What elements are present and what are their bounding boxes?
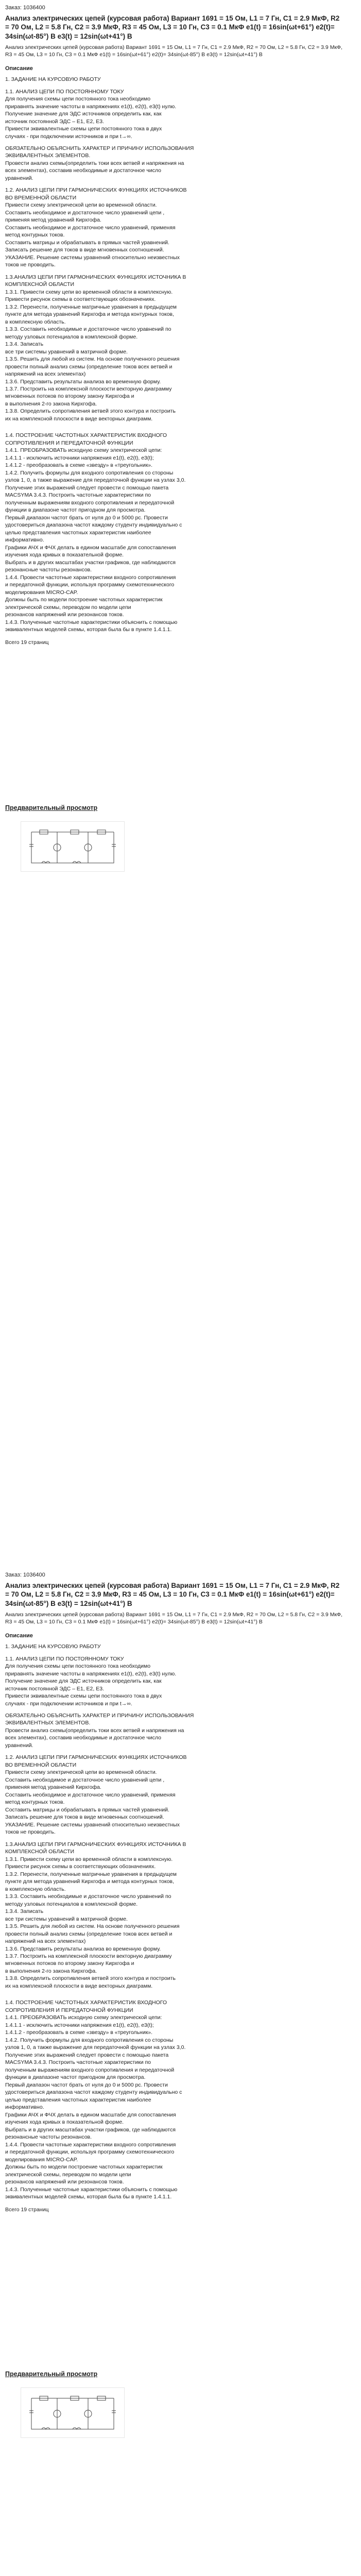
description-line: Привести эквивалентные схемы цепи постоянного тока в двух xyxy=(5,1693,162,1700)
description-line: 1. ЗАДАНИЕ НА КУРСОВУЮ РАБОТУ xyxy=(5,1643,101,1650)
description-line: 1.3.4. Записать xyxy=(5,341,44,348)
order-summary: Анализ электрических цепей (курсовая работа) Вариант 1691 = 15 Ом, L1 = 7 Гн, C1 = 2.9 МкФ, R2 = 70 Ом, L2 = 5.8 Гн, C2 = 3.9 МкФ, R3 = 45 Ом, L3 = 10 Гн, C3 = 0.1 МкФ e1(t) = 16sin(ωt+61°) e2(t)= 34sin(ωt-85°) B e3(t) = 12sin(ωt+41°) B xyxy=(5,1611,342,1625)
description-line: резонансов напряжений или резонансов токов. xyxy=(5,612,124,618)
description-line xyxy=(5,1836,345,1841)
order-card xyxy=(5,4,345,646)
description-line: Привести схему электрической цепи во временной области. xyxy=(5,1769,157,1776)
description-line: Должны быть по модели построение частотных характеристик xyxy=(5,597,163,603)
description-line: 1.4.1.2 - преобразовать в схеме «звезду» в «треугольник». xyxy=(5,2029,153,2036)
description-line: функции в диапазоне частот пригодном для просмотра. xyxy=(5,507,146,514)
description-line: Получение значение для ЭДС источников определить как, как xyxy=(5,1678,162,1685)
description-line: УКАЗАНИЕ. Решение системы уравнений относительно неизвестных xyxy=(5,1821,180,1828)
description-line: Первый диапазон частот брать от нуля до 0 и 5000 рс. Провести xyxy=(5,514,168,521)
description-line: источник постоянной ЭДС – E1, E2, E3. xyxy=(5,118,104,125)
description-line: информативно. xyxy=(5,2104,44,2111)
description-line: 1.4.4. Провести частотные характеристики входного сопротивления xyxy=(5,574,176,581)
description-line: КОМПЛЕКСНОЙ ОБЛАСТИ xyxy=(5,1849,75,1855)
description-line: 1. ЗАДАНИЕ НА КУРСОВУЮ РАБОТУ xyxy=(5,76,101,83)
description-line xyxy=(5,1994,345,1999)
order-number: Заказ: 1036400 xyxy=(5,1572,45,1578)
description-line xyxy=(5,1651,345,1655)
description-line: 1.3.1. Привести схему цепи во временной области в комплексную. xyxy=(5,289,173,295)
description-line: в комплексную область. xyxy=(5,1886,66,1892)
description-line: метод контурных токов. xyxy=(5,232,65,239)
description-line: случаях - при подключении источников и при t→∞. xyxy=(5,1700,132,1707)
description-line: в комплексную область. xyxy=(5,318,66,325)
order-number: Заказ: 1036400 xyxy=(5,5,45,11)
description-line: применяя метод уравнений Кирхгофа. xyxy=(5,217,101,224)
description-line: резонансов напряжений или резонансов токов. xyxy=(5,2179,124,2185)
description-line: 1.4.1. ПРЕОБРАЗОВАТЬ исходную схему электрической цепи: xyxy=(5,447,162,454)
description-line: Составить необходимое и достаточное число уравнений цепи , xyxy=(5,1776,165,1783)
description-line: пункте для метода уравнений Кирхгофа и метода контурных токов, xyxy=(5,311,174,318)
description-line: электрической схемы, переводом по модели цепи xyxy=(5,604,131,611)
description-line: 1.1. АНАЛИЗ ЦЕПИ ПО ПОСТОЯННОМУ ТОКУ xyxy=(5,88,124,95)
description-line: Записать решение для токов в виде мгновенных соотношений. xyxy=(5,1814,164,1821)
description-line xyxy=(5,1707,345,1712)
description-line: информативно. xyxy=(5,537,44,544)
description-line: напряжений на всех элементах) xyxy=(5,371,86,378)
description-line: ОБЯЗАТЕЛЬНО ОБЪЯСНИТЬ ХАРАКТЕР И ПРИЧИНУ ИСПОЛЬЗОВАНИЯ xyxy=(5,1712,194,1719)
description-line: всех элементах), составив необходимые и достаточное число xyxy=(5,1735,162,1741)
description-line xyxy=(5,269,345,274)
description-line: пункте для метода уравнений Кирхгофа и метода контурных токов, xyxy=(5,1878,174,1885)
description-line: 1.3.5. Решить для любой из систем. На основе полученного решения xyxy=(5,1923,180,1930)
description-line: провести полный анализ схемы (определение токов всех ветвей и xyxy=(5,1930,173,1937)
description-line: Выбрать и в других масштабах участки графиков, где наблюдаются xyxy=(5,559,176,566)
preview-heading: Предварительный просмотр xyxy=(5,2370,98,2378)
description-line: удостовериться диапазона частот каждому студенту индивидуально с xyxy=(5,522,182,529)
description-line: MACSYMA 3.4.3. Построить частотные характеристики по xyxy=(5,492,151,499)
description-line: узлов 1, 0, а также выражение для передаточной функции на узлах 3,0. xyxy=(5,2044,186,2051)
description-line: и передаточной функции, используя программу схемотехнического xyxy=(5,2149,175,2156)
description-line: Привести рисунок схемы в соответствующих обозначениях. xyxy=(5,1863,156,1870)
description-line: узлов 1, 0, а также выражение для передаточной функции на узлах 3,0. xyxy=(5,477,186,484)
description-line: 1.4.1.1 - исключить источники напряжения e1(t), e2(t), e3(t); xyxy=(5,454,154,461)
description-heading: Описание xyxy=(5,65,33,72)
description-line: 1.2. АНАЛИЗ ЦЕПИ ПРИ ГАРМОНИЧЕСКИХ ФУНКЦИЯХ ИСТОЧНИКОВ xyxy=(5,1754,187,1761)
description-line: 1.4.1. ПРЕОБРАЗОВАТЬ исходную схему электрической цепи: xyxy=(5,2014,162,2021)
description-line: 1.3.8. Определить сопротивления ветвей этого контура и построить xyxy=(5,408,176,415)
description-line: 1.3.4. Записать xyxy=(5,1908,44,1915)
preview-heading: Предварительный просмотр xyxy=(5,804,98,811)
description-line: 1.3.АНАЛИЗ ЦЕПИ ПРИ ГАРМОНИЧЕСКИХ ФУНКЦИЯХ ИСТОЧНИКА В xyxy=(5,1841,186,1848)
description-line xyxy=(5,427,345,432)
description-line: Выбрать и в других масштабах участки графиков, где наблюдаются xyxy=(5,2126,176,2133)
description-line: их на комплексной плоскости в виде векторных диаграмм. xyxy=(5,415,153,422)
circuit-schematic-icon xyxy=(21,822,124,871)
order-title[interactable]: Анализ электрических цепей (курсовая работа) Вариант 1691 = 15 Ом, L1 = 7 Гн, C1 = 2.9 МкФ, R2 = 70 Ом, L2 = 5.8 Гн, C2 = 3.9 МкФ, R3 = 45 Ом, L3 = 10 Гн, C3 = 0.1 МкФ e1(t) = 16sin(ωt+61°) e2(t)= 34sin(ωt-85°) B e3(t) = 12sin(ωt+41°) B xyxy=(5,14,340,40)
description-line: приравнять значение частоты в напряжениях e1(t), e2(t), e3(t) нулю. xyxy=(5,1670,177,1677)
description-line: приравнять значение частоты в напряжениях e1(t), e2(t), e3(t) нулю. xyxy=(5,103,177,110)
description-line: и передаточной функции, используя программу схемотехнического xyxy=(5,582,175,588)
description-line: Первый диапазон частот брать от нуля до 0 и 5000 рс. Провести xyxy=(5,2081,168,2088)
description-line: 1.3.3. Составить необходимые и достаточное число уравнений по xyxy=(5,1893,171,1900)
description-line: их на комплексной плоскости в виде векторных диаграмм. xyxy=(5,1982,153,1989)
description-line: Привести эквивалентные схемы цепи постоянного тока в двух xyxy=(5,126,162,132)
description-line: Провести анализ схемы(определить токи всех ветвей и напряжения на xyxy=(5,160,184,166)
description-line: источник постоянной ЭДС – E1, E2, E3. xyxy=(5,1685,104,1692)
description-line: методу узловых потенциалов в комплексной форме. xyxy=(5,1901,138,1907)
preview-image[interactable] xyxy=(21,821,125,872)
description-line: MACSYMA 3.4.3. Построить частотные характеристики по xyxy=(5,2059,151,2066)
order-summary: Анализ электрических цепей (курсовая работа) Вариант 1691 = 15 Ом, L1 = 7 Гн, C1 = 2.9 МкФ, R2 = 70 Ом, L2 = 5.8 Гн, C2 = 3.9 МкФ, R3 = 45 Ом, L3 = 10 Гн, C3 = 0.1 МкФ e1(t) = 16sin(ωt+61°) e2(t)= 34sin(ωt-85°) B e3(t) = 12sin(ωt+41°) B xyxy=(5,44,342,58)
description-line: изучения хода кривых в показательной форме. xyxy=(5,2119,124,2126)
page-count: Всего 19 страниц xyxy=(5,639,49,646)
description-line: Привести схему электрической цепи во временной области. xyxy=(5,202,157,209)
description-line: Привести рисунок схемы в соответствующих обозначениях. xyxy=(5,296,156,303)
description-line xyxy=(5,182,345,187)
description-line: 1.4.1.1 - исключить источники напряжения e1(t), e2(t), e3(t); xyxy=(5,2022,154,2028)
description-line: Составить необходимое и достаточное число уравнений цепи , xyxy=(5,209,165,216)
description-line: целью представления частотных характеристик наиболее xyxy=(5,2096,151,2103)
description-line: УКАЗАНИЕ. Решение системы уравнений относительно неизвестных xyxy=(5,254,180,261)
description-line xyxy=(5,1749,345,1754)
description-line: Записать решение для токов в виде мгновенных соотношений. xyxy=(5,247,164,253)
description-line: резонансные частоты резонансов. xyxy=(5,567,92,573)
description-line: 1.3.7. Построить на комплексной плоскости векторную диаграмму xyxy=(5,386,172,392)
description-line: удостовериться диапазона частот каждому студенту индивидуально с xyxy=(5,2089,182,2096)
description-line: эквивалентных моделей схемы, которая была бы в пункте 1.4.1.1. xyxy=(5,626,172,633)
description-line: 1.3.АНАЛИЗ ЦЕПИ ПРИ ГАРМОНИЧЕСКИХ ФУНКЦИЯХ ИСТОЧНИКА В xyxy=(5,274,186,280)
description-line: Составить необходимое и достаточное число уравнений, применяя xyxy=(5,1791,176,1798)
description-line: 1.2. АНАЛИЗ ЦЕПИ ПРИ ГАРМОНИЧЕСКИХ ФУНКЦИЯХ ИСТОЧНИКОВ xyxy=(5,187,187,194)
description-line: 1.3.3. Составить необходимые и достаточное число уравнений по xyxy=(5,326,171,333)
description-line: Получение значение для ЭДС источников определить как, как xyxy=(5,111,162,117)
description-line: полученным выражениям входного сопротивления и передаточной xyxy=(5,2066,175,2073)
description-line: применяя метод уравнений Кирхгофа. xyxy=(5,1784,101,1791)
description-line xyxy=(5,83,345,88)
description-line: ВО ВРЕМЕННОЙ ОБЛАСТИ xyxy=(5,194,77,201)
description-line: 1.4.2. Получить формулы для входного сопротивления со стороны xyxy=(5,469,174,476)
description-line: полученным выражениям входного сопротивления и передаточной xyxy=(5,499,175,506)
page-count: Всего 19 страниц xyxy=(5,2206,49,2213)
description-body xyxy=(5,76,345,633)
description-line: токов не проводить. xyxy=(5,262,56,268)
description-line: функции в диапазоне частот пригодном для просмотра. xyxy=(5,2074,146,2081)
description-line: 1.3.1. Привести схему цепи во временной области в комплексную. xyxy=(5,1856,173,1862)
description-line: напряжений на всех элементах) xyxy=(5,1938,86,1945)
description-line: резонансные частоты резонансов. xyxy=(5,2134,92,2141)
description-line: мгновенных потоков по второму закону Кирхгофа и xyxy=(5,1960,134,1967)
description-line: все три системы уравнений в матричной форме. xyxy=(5,1916,128,1922)
description-line: в выполнения 2-го закона Кирхгофа. xyxy=(5,400,97,407)
description-line: все три системы уравнений в матричной форме. xyxy=(5,348,128,355)
description-line: 1.4.2. Получить формулы для входного сопротивления со стороны xyxy=(5,2037,174,2043)
description-line: моделирования MICRO-CAP. xyxy=(5,589,78,596)
description-line: Графики АЧХ и ФЧХ делать в едином масштабе для сопоставления xyxy=(5,2111,176,2118)
description-line: электрической схемы, переводом по модели цепи xyxy=(5,2171,131,2178)
description-line: Составить матрицы и обрабатывать в прямых частей уравнений. xyxy=(5,1806,169,1813)
description-line: эквивалентных моделей схемы, которая была бы в пункте 1.4.1.1. xyxy=(5,2194,172,2200)
description-line: Провести анализ схемы(определить токи всех ветвей и напряжения на xyxy=(5,1727,184,1734)
description-line: изучения хода кривых в показательной форме. xyxy=(5,552,124,558)
description-line: Для получения схемы цепи постоянного тока необходимо xyxy=(5,1663,151,1670)
preview-image[interactable] xyxy=(21,2387,125,2438)
description-line: 1.3.2. Перенести, полученные матричные уравнения в предыдущем xyxy=(5,303,177,310)
description-line: 1.4.4. Провести частотные характеристики входного сопротивления xyxy=(5,2141,176,2148)
description-line: уравнений. xyxy=(5,1742,33,1749)
description-line: Получение этих выражений следует провести с помощью пакета xyxy=(5,484,169,491)
description-line: моделирования MICRO-CAP. xyxy=(5,2156,78,2163)
description-line: СОПРОТИВЛЕНИЯ И ПЕРЕДАТОЧНОЙ ФУНКЦИИ xyxy=(5,439,133,446)
description-body xyxy=(5,1643,345,2200)
description-line: метод контурных токов. xyxy=(5,1799,65,1806)
description-line: Составить необходимое и достаточное число уравнений, применяя xyxy=(5,224,176,231)
description-line: 1.4. ПОСТРОЕНИЕ ЧАСТОТНЫХ ХАРАКТЕРИСТИК ВХОДНОГО xyxy=(5,1999,167,2006)
description-line: 1.3.2. Перенести, полученные матричные уравнения в предыдущем xyxy=(5,1871,177,1877)
description-line: 1.3.7. Построить на комплексной плоскости векторную диаграмму xyxy=(5,1953,172,1959)
description-line: КОМПЛЕКСНОЙ ОБЛАСТИ xyxy=(5,281,75,288)
description-line: ОБЯЗАТЕЛЬНО ОБЪЯСНИТЬ ХАРАКТЕР И ПРИЧИНУ ИСПОЛЬЗОВАНИЯ xyxy=(5,145,194,151)
description-line: 1.4. ПОСТРОЕНИЕ ЧАСТОТНЫХ ХАРАКТЕРИСТИК ВХОДНОГО xyxy=(5,432,167,439)
description-line xyxy=(5,140,345,145)
description-line: 1.1. АНАЛИЗ ЦЕПИ ПО ПОСТОЯННОМУ ТОКУ xyxy=(5,1655,124,1662)
description-line: мгновенных потоков по второму закону Кирхгофа и xyxy=(5,393,134,400)
description-line xyxy=(5,422,345,427)
description-line: Для получения схемы цепи постоянного тока необходимо xyxy=(5,96,151,103)
description-line: Графики АЧХ и ФЧХ делать в едином масштабе для сопоставления xyxy=(5,544,176,551)
description-line: уравнений. xyxy=(5,175,33,181)
description-line: всех элементах), составив необходимые и достаточное число xyxy=(5,167,162,174)
description-line: Должны быть по модели построение частотных характеристик xyxy=(5,2164,163,2171)
order-card xyxy=(5,1571,345,2213)
description-line: 1.4.3. Полученные частотные характеристики объяснить с помощью xyxy=(5,619,178,625)
description-line: целью представления частотных характеристик наиболее xyxy=(5,529,151,536)
description-line: Составить матрицы и обрабатывать в прямых частей уравнений. xyxy=(5,239,169,246)
description-line: ВО ВРЕМЕННОЙ ОБЛАСТИ xyxy=(5,1761,77,1768)
description-line: 1.4.3. Полученные частотные характеристики объяснить с помощью xyxy=(5,2186,178,2193)
description-line: токов не проводить. xyxy=(5,1829,56,1836)
order-title[interactable]: Анализ электрических цепей (курсовая работа) Вариант 1691 = 15 Ом, L1 = 7 Гн, C1 = 2.9 МкФ, R2 = 70 Ом, L2 = 5.8 Гн, C2 = 3.9 МкФ, R3 = 45 Ом, L3 = 10 Гн, C3 = 0.1 МкФ e1(t) = 16sin(ωt+61°) e2(t)= 34sin(ωt-85°) B e3(t) = 12sin(ωt+41°) B xyxy=(5,1582,340,1607)
description-line: 1.3.8. Определить сопротивления ветвей этого контура и построить xyxy=(5,1975,176,1982)
description-line: 1.3.6. Представить результаты анализа во временную форму. xyxy=(5,378,161,385)
description-line: 1.3.5. Решить для любой из систем. На основе полученного решения xyxy=(5,356,180,363)
description-heading: Описание xyxy=(5,1632,33,1639)
description-line: 1.4.1.2 - преобразовать в схеме «звезду» в «треугольник». xyxy=(5,462,153,469)
description-line: Получение этих выражений следует провести с помощью пакета xyxy=(5,2052,169,2058)
description-line: СОПРОТИВЛЕНИЯ И ПЕРЕДАТОЧНОЙ ФУНКЦИИ xyxy=(5,2007,133,2013)
description-line: методу узловых потенциалов в комплексной форме. xyxy=(5,333,138,340)
description-line: случаях - при подключении источников и при t→∞. xyxy=(5,133,132,140)
description-line: ЭКВИВАЛЕНТНЫХ ЭЛЕМЕНТОВ. xyxy=(5,1720,91,1726)
description-line xyxy=(5,1990,345,1994)
description-line: провести полный анализ схемы (определение токов всех ветвей и xyxy=(5,363,173,370)
circuit-schematic-icon xyxy=(21,2388,124,2437)
description-line: ЭКВИВАЛЕНТНЫХ ЭЛЕМЕНТОВ. xyxy=(5,152,91,159)
description-line: в выполнения 2-го закона Кирхгофа. xyxy=(5,1968,97,1974)
description-line: 1.3.6. Представить результаты анализа во временную форму. xyxy=(5,1945,161,1952)
